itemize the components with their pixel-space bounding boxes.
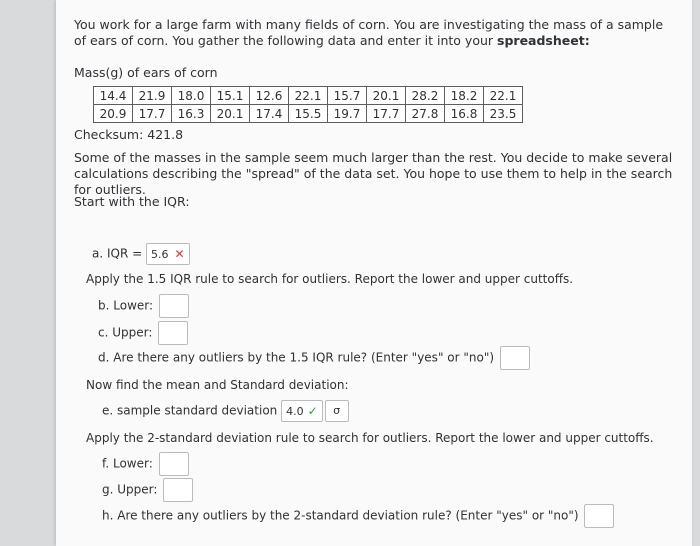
spread-paragraph: Some of the masses in the sample seem much larger than the rest. You decide to make several calculations describing the "spread" of the data set. You hope to use them to help in the search for outliers.	[74, 150, 673, 197]
question-e	[102, 400, 349, 422]
iqr-answer-value: 5.6	[151, 248, 169, 261]
question-d-label: d. Are there any outliers by the 1.5 IQR rule? (Enter "yes" or "no")	[98, 350, 495, 365]
question-page	[56, 0, 692, 546]
table-cell: 15.7	[328, 87, 367, 105]
table-cell: 19.7	[328, 105, 367, 123]
intro-paragraph: You work for a large farm with many fields of corn. You are investigating the mass of a sample of ears of corn. You gather the following data and enter it into your spreadsheet:	[74, 17, 664, 48]
question-h	[102, 504, 614, 528]
question-d	[98, 346, 530, 370]
start-instruction: Start with the IQR:	[74, 194, 190, 209]
iqr-upper-input[interactable]	[158, 321, 188, 345]
table-row	[94, 105, 523, 123]
iqr-outliers-input[interactable]	[500, 346, 530, 370]
table-cell: 15.1	[211, 87, 250, 105]
iqr-lower-input[interactable]	[159, 294, 189, 318]
table-cell: 23.5	[484, 105, 523, 123]
question-c	[98, 321, 188, 345]
iqr-answer-field[interactable]	[146, 243, 190, 265]
question-f	[102, 452, 189, 476]
table-cell: 16.8	[445, 105, 484, 123]
table-cell: 22.1	[289, 87, 328, 105]
table-cell: 21.9	[133, 87, 172, 105]
table-cell: 17.7	[133, 105, 172, 123]
question-f-label: f. Lower:	[102, 456, 153, 471]
table-cell: 14.4	[94, 87, 133, 105]
question-g	[102, 478, 193, 502]
question-c-label: c. Upper:	[98, 325, 153, 340]
table-cell: 18.0	[172, 87, 211, 105]
table-cell: 27.8	[406, 105, 445, 123]
apply-2sd-instruction: Apply the 2-standard deviation rule to search for outliers. Report the lower and upper cuttoffs.	[86, 431, 654, 445]
table-cell: 22.1	[484, 87, 523, 105]
table-cell: 15.5	[289, 105, 328, 123]
question-b	[98, 294, 189, 318]
question-e-label: e. sample standard deviation	[102, 403, 278, 418]
sd-lower-input[interactable]	[159, 452, 189, 476]
mean-sd-instruction: Now find the mean and Standard deviation:	[86, 378, 349, 392]
sigma-icon[interactable]: σ	[325, 400, 349, 422]
question-a	[92, 243, 190, 265]
correct-icon: ✓	[307, 404, 318, 418]
table-row	[94, 87, 523, 105]
table-cell: 20.9	[94, 105, 133, 123]
table-cell: 17.4	[250, 105, 289, 123]
mass-label: Mass(g) of ears of corn	[74, 65, 218, 80]
intro-bold: spreadsheet:	[497, 33, 590, 48]
table-cell: 17.7	[367, 105, 406, 123]
apply-15-iqr-instruction: Apply the 1.5 IQR rule to search for outliers. Report the lower and upper cuttoffs.	[86, 272, 574, 286]
table-cell: 20.1	[367, 87, 406, 105]
sd-answer-value: 4.0	[286, 405, 304, 418]
sd-upper-input[interactable]	[163, 478, 193, 502]
table-cell: 18.2	[445, 87, 484, 105]
question-a-label: a. IQR =	[92, 246, 143, 261]
sd-outliers-input[interactable]	[584, 504, 614, 528]
data-table	[93, 86, 523, 123]
table-cell: 16.3	[172, 105, 211, 123]
table-cell: 20.1	[211, 105, 250, 123]
table-cell: 28.2	[406, 87, 445, 105]
question-h-label: h. Are there any outliers by the 2-standard deviation rule? (Enter "yes" or "no")	[102, 508, 579, 523]
checksum: Checksum: 421.8	[74, 127, 184, 142]
incorrect-icon: ✕	[174, 247, 185, 261]
table-cell: 12.6	[250, 87, 289, 105]
sd-answer-field[interactable]	[281, 400, 323, 422]
question-g-label: g. Upper:	[102, 482, 158, 497]
question-b-label: b. Lower:	[98, 298, 154, 313]
